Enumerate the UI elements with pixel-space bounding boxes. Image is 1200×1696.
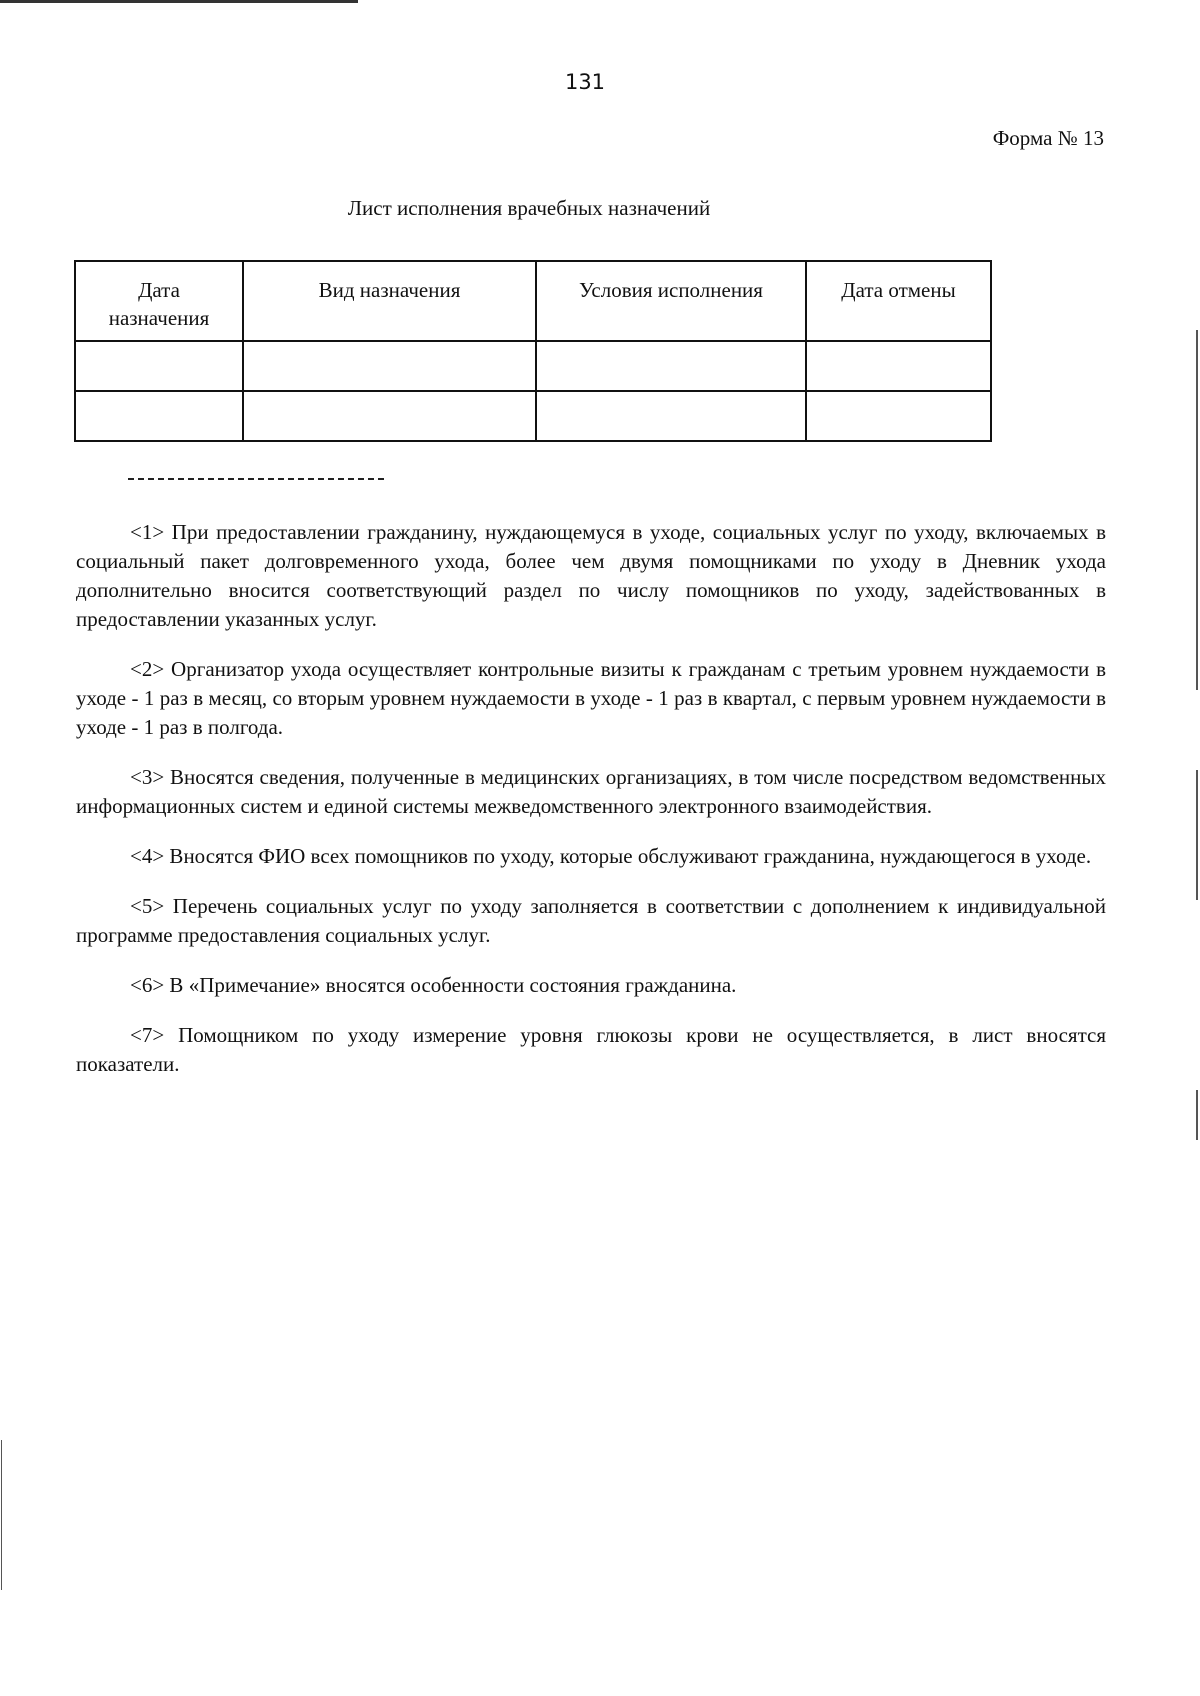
footnote-2: <2> Организатор ухода осуществляет контрольные визиты к гражданам с третьим уровнем нуждаемости в уходе - 1 раз в месяц, со вторым уровнем нуждаемости в уходе - 1 раз в квартал, с первым уровнем нуждаемости в уходе - 1 раз в полгода. (76, 657, 1106, 739)
scan-artifact-right-edge (1196, 770, 1198, 900)
table-header-row (75, 261, 991, 341)
page-number: 131 (564, 70, 606, 94)
column-header-prescription-type: Вид назначения (243, 261, 536, 341)
footnote-4: <4> Вносятся ФИО всех помощников по уходу, которые обслуживают гражданина, нуждающегося в уходе. (130, 844, 1092, 868)
form-number: Форма № 13 (992, 126, 1104, 150)
document-title: Лист исполнения врачебных назначений (347, 196, 711, 220)
footnote-7: <7> Помощником по уходу измерение уровня глюкозы крови не осуществляется, в лист вносятся показатели. (76, 1023, 1106, 1076)
table-cell (243, 341, 536, 391)
table-cell (75, 391, 243, 441)
column-header-cancellation-date: Дата отмены (806, 261, 991, 341)
table-cell (243, 391, 536, 441)
table-cell (536, 341, 806, 391)
footnotes (76, 518, 1106, 1100)
scan-artifact-top-line (0, 0, 358, 3)
table-cell (806, 341, 991, 391)
table-cell (806, 391, 991, 441)
column-header-execution-conditions: Условия исполнения (536, 261, 806, 341)
scan-artifact-right-edge (1196, 1090, 1198, 1140)
footnote-5: <5> Перечень социальных услуг по уходу заполняется в соответствии с дополнением к индивидуальной программе предоставления социальных услуг. (76, 894, 1106, 947)
table-cell (536, 391, 806, 441)
table-row (75, 391, 991, 441)
footnote-3: <3> Вносятся сведения, полученные в медицинских организациях, в том числе посредством ведомственных информационных систем и единой системы межведомственного электронного взаимодействия. (76, 765, 1106, 818)
footnote-1: <1> При предоставлении гражданину, нуждающемуся в уходе, социальных услуг по уходу, включаемых в социальный пакет долговременного ухода, более чем двумя помощниками по уходу в Дневник ухода дополнительно вносится соответствующий раздел по числу помощников по уходу, задействованных в предоставлении указанных услуг. (76, 520, 1106, 631)
footnote-separator (128, 478, 384, 480)
column-header-date-assigned: Дата назначения (75, 261, 243, 341)
scan-artifact-right-edge (1196, 330, 1198, 690)
scan-artifact-left-edge (1, 1440, 2, 1590)
table-cell (75, 341, 243, 391)
prescriptions-table (74, 260, 992, 442)
footnote-6: <6> В «Примечание» вносятся особенности состояния гражданина. (130, 973, 737, 997)
table-row (75, 341, 991, 391)
